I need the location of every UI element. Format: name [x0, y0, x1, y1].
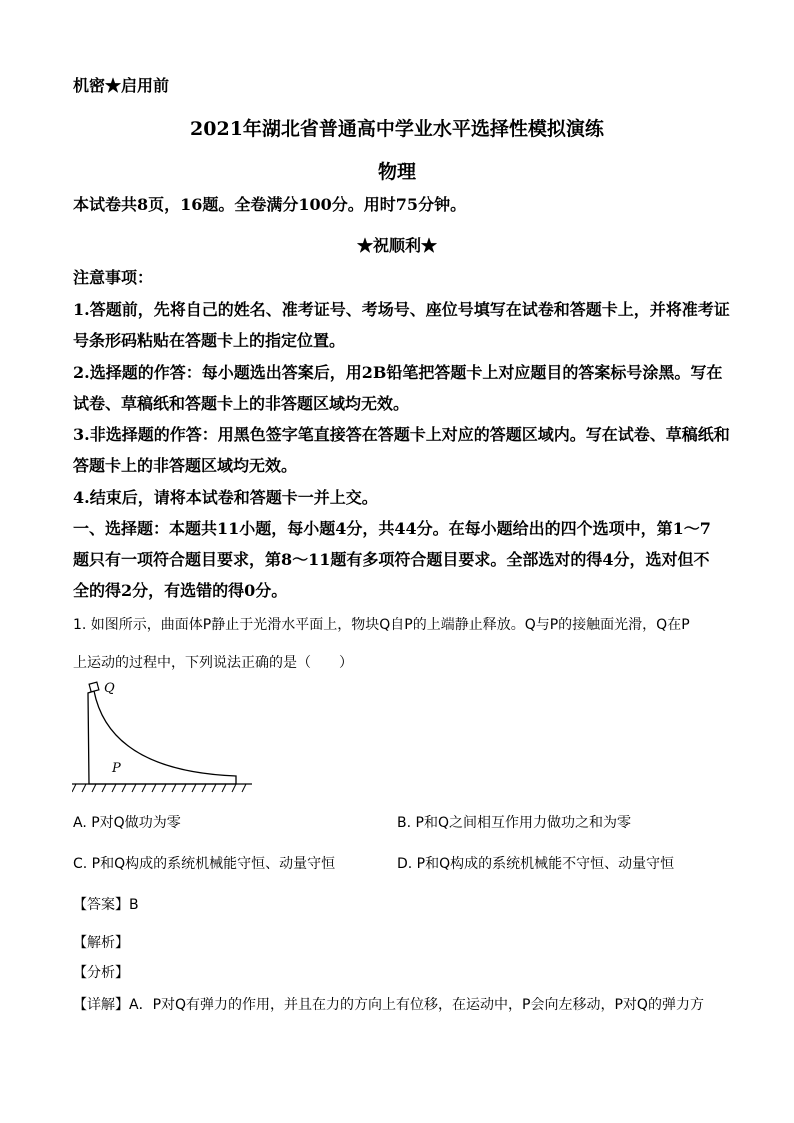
- confidential-mark: 机密★启用前: [73, 76, 170, 95]
- note-line: 1.答题前，先将自己的姓名、准考证号、考场号、座位号填写在试卷和答题卡上，并将准考证: [73, 300, 730, 319]
- curved-body-figure: [72, 676, 258, 800]
- label-q: Q: [104, 681, 115, 696]
- note-line: 2.选择题的作答：每小题选出答案后，用2B铅笔把答题卡上对应题目的答案标号涂黑。写在: [73, 363, 723, 382]
- note-line: 试卷、草稿纸和答题卡上的非答题区域均无效。: [73, 394, 410, 413]
- exam-info: 本试卷共8页，16题。全卷满分100分。用时75分钟。: [73, 195, 467, 214]
- section-instructions: 一、选择题：本题共11小题，每小题4分，共44分。在每小题给出的四个选项中，第1～7: [73, 519, 711, 538]
- question-stem: 上运动的过程中，下列说法正确的是（ ）: [73, 655, 353, 671]
- exam-title: 2021年湖北省普通高中学业水平选择性模拟演练: [190, 118, 604, 140]
- detail-line: 【详解】A．P对Q有弹力的作用，并且在力的方向上有位移，在运动中，P会向左移动，P对Q的弹力方: [73, 997, 704, 1013]
- option-a: A. P对Q做功为零: [73, 815, 181, 831]
- note-line: 3.非选择题的作答：用黑色签字笔直接答在答题卡上对应的答题区域内。写在试卷、草稿纸和: [73, 425, 730, 444]
- label-p: P: [112, 761, 121, 776]
- option-d: D. P和Q构成的系统机械能不守恒、动量守恒: [397, 856, 675, 872]
- block-q: [89, 682, 99, 692]
- subject-title: 物理: [377, 161, 416, 183]
- note-line: 号条形码粘贴在答题卡上的指定位置。: [73, 331, 346, 350]
- section-instructions: 题只有一项符合题目要求，第8～11题有多项符合题目要求。全部选对的得4分，选对但不: [73, 550, 710, 569]
- section-instructions: 全的得2分，有选错的得0分。: [73, 581, 288, 600]
- option-c: C. P和Q构成的系统机械能守恒、动量守恒: [73, 856, 336, 872]
- answer-line: 【答案】B: [73, 897, 139, 913]
- option-b: B. P和Q之间相互作用力做功之和为零: [397, 815, 631, 831]
- curved-body-p: [88, 691, 236, 784]
- note-line: 4.结束后，请将本试卷和答题卡一并上交。: [73, 488, 378, 507]
- notes-heading: 注意事项：: [73, 268, 154, 287]
- analysis-heading: 【解析】: [73, 935, 129, 951]
- question-stem: 1. 如图所示，曲面体P静止于光滑水平面上，物块Q自P的上端静止释放。Q与P的接触面光滑，Q在P: [73, 617, 690, 633]
- fenxi-heading: 【分析】: [73, 965, 129, 981]
- ground-hatching: [72, 784, 246, 792]
- good-luck-wish: ★祝顺利★: [356, 236, 437, 255]
- note-line: 答题卡上的非答题区域均无效。: [73, 456, 298, 475]
